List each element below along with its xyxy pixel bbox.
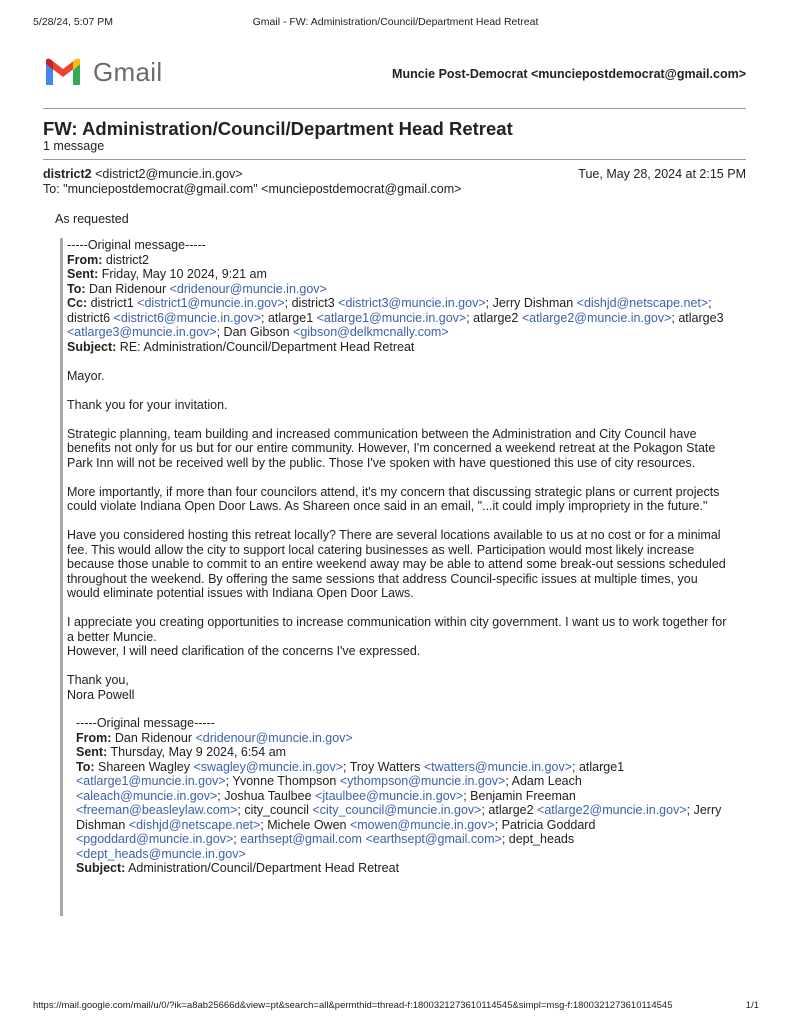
gmail-m-icon	[43, 58, 83, 88]
divider	[43, 159, 746, 160]
email-link[interactable]: <pgoddard@muncie.in.gov>	[76, 832, 234, 846]
gmail-wordmark: Gmail	[93, 57, 163, 87]
print-datetime: 5/28/24, 5:07 PM	[33, 16, 113, 28]
to-line	[76, 847, 748, 862]
from-line: From: Dan Ridenour <dridenour@muncie.in.gov>	[76, 730, 353, 745]
account-identity: Muncie Post-Democrat <munciepostdemocrat@gmail.com>	[392, 67, 746, 81]
signature: Nora Powell	[67, 687, 135, 702]
paragraph: Have you considered hosting this retreat locally? There are several locations available to us at no cost or for a minimal fee. This would allow the city to support local catering businesses as well. Participation would most likely increase because those unable to commit to an entire weekend away may be able to attend some break-out sessions scheduled throughout the weekend. By offering the same sessions that address Council-specific issues at multiple times, you would eliminate potential issues with Indiana Open Door Laws.	[67, 528, 726, 600]
email-link[interactable]: <swagley@muncie.in.gov>	[193, 759, 343, 774]
to-line: To: Dan Ridenour <dridenour@muncie.in.gov>	[67, 281, 327, 296]
email-link[interactable]: <freeman@beasleylaw.com>	[76, 803, 238, 817]
print-url: https://mail.google.com/mail/u/0/?ik=a8ab25666d&view=pt&search=all&permthid=thread-f:1800321273610114545&simpl=msg-f:1800321273610114545	[33, 1000, 673, 1011]
email-link[interactable]: <jtaulbee@muncie.in.gov>	[315, 788, 464, 803]
closing: Thank you,	[67, 673, 129, 687]
paragraph: More importantly, if more than four councilors attend, it's my concern that discussing strategic plans or current projects could violate Indiana Open Door Laws. As Shareen once said in an email, "...it could imply impropriety in the future."	[67, 484, 720, 513]
divider	[43, 108, 746, 109]
original-message-marker: -----Original message-----	[76, 716, 215, 730]
email-link[interactable]: <city_council@muncie.in.gov>	[312, 803, 482, 817]
sender	[43, 167, 243, 181]
page-number: 1/1	[745, 1000, 759, 1011]
to-line: Dishman <dishjd@netscape.net>; Michele Owen <mowen@muncie.in.gov>; Patricia Goddard	[76, 817, 596, 832]
greeting: Mayor.	[67, 368, 105, 383]
email-link[interactable]: <district3@muncie.in.gov>	[338, 296, 486, 310]
thread-subject: FW: Administration/Council/Department Head Retreat	[43, 118, 513, 139]
email-link[interactable]: <earthsept@gmail.com>	[365, 832, 502, 846]
quoted-message-2	[60, 716, 748, 916]
email-link[interactable]: <aleach@muncie.in.gov>	[76, 788, 218, 803]
email-link[interactable]: <atlarge1@muncie.in.gov>	[76, 774, 226, 788]
cc-line: <atlarge3@muncie.in.gov>; Dan Gibson <gibson@delkmcnally.com>	[67, 325, 449, 339]
email-link[interactable]: <atlarge2@muncie.in.gov>	[537, 803, 687, 817]
sender-email: <district2@muncie.in.gov>	[95, 167, 243, 181]
subject-line: Subject: Administration/Council/Department Head Retreat	[76, 861, 400, 875]
email-link[interactable]: <district1@muncie.in.gov>	[137, 296, 285, 310]
email-link[interactable]: <atlarge2@muncie.in.gov>	[521, 310, 672, 325]
cc-line: Cc: district1 <district1@muncie.in.gov>; district3 <district3@muncie.in.gov>; Jerry Dishman <dishjd@netscape.net>;	[67, 296, 712, 310]
cc-line: district6 <district6@muncie.in.gov>; atlarge1 <atlarge1@muncie.in.gov>; atlarge2 <atlarge2@muncie.in.gov>; atlarge3	[67, 310, 724, 325]
sender-name: district2	[43, 167, 92, 181]
paragraph: Strategic planning, team building and increased communication between the Administration and City Council have benefits not only for us but for our entire community. However, I'm concerned a weekend retreat at the Pokagon State Park Inn will not be received well by the public. Those I've spoken with have questioned this use of city resources.	[67, 426, 716, 470]
email-link[interactable]: <atlarge3@muncie.in.gov>	[67, 325, 217, 339]
email-link[interactable]: <gibson@delkmcnally.com>	[293, 325, 449, 339]
subject-line: Subject: RE: Administration/Council/Department Head Retreat	[67, 339, 415, 354]
sent-line: Sent: Thursday, May 9 2024, 6:54 am	[76, 745, 287, 759]
from-line: From: district2	[67, 252, 149, 267]
email-link[interactable]: <mowen@muncie.in.gov>	[349, 817, 495, 832]
email-link[interactable]: <dishjd@netscape.net>	[128, 817, 261, 832]
email-link[interactable]: <atlarge1@muncie.in.gov>	[316, 310, 467, 325]
message-intro: As requested	[55, 212, 129, 226]
to-line: <atlarge1@muncie.in.gov>; Yvonne Thompson <ythompson@muncie.in.gov>; Adam Leach	[76, 774, 582, 788]
email-link[interactable]: <dridenour@muncie.in.gov>	[195, 730, 353, 745]
to-line: <freeman@beasleylaw.com>; city_council <city_council@muncie.in.gov>; atlarge2 <atlarge2@muncie.in.gov>; Jerry	[76, 803, 722, 817]
sent-line: Sent: Friday, May 10 2024, 9:21 am	[67, 267, 267, 281]
to-line: <pgoddard@muncie.in.gov>; earthsept@gmail.com <earthsept@gmail.com>; dept_heads	[76, 832, 575, 846]
email-link[interactable]: <dishjd@netscape.net>	[576, 296, 709, 310]
email-link[interactable]: <dridenour@muncie.in.gov>	[169, 281, 327, 296]
message-count: 1 message	[43, 139, 105, 153]
email-link[interactable]: <district6@muncie.in.gov>	[113, 310, 262, 325]
email-link[interactable]: <twatters@muncie.in.gov>	[423, 759, 572, 774]
to-line: <aleach@muncie.in.gov>; Joshua Taulbee <jtaulbee@muncie.in.gov>; Benjamin Freeman	[76, 788, 576, 803]
original-message-marker: -----Original message-----	[67, 238, 206, 252]
message-date: Tue, May 28, 2024 at 2:15 PM	[578, 167, 746, 181]
paragraph: Thank you for your invitation.	[67, 397, 228, 412]
email-link[interactable]: <dept_heads@muncie.in.gov>	[76, 846, 246, 861]
email-link[interactable]: <ythompson@muncie.in.gov>	[339, 774, 506, 788]
gmail-logo	[43, 57, 162, 88]
to-line: To: Shareen Wagley <swagley@muncie.in.gov>; Troy Watters <twatters@muncie.in.gov>; atlarge1	[76, 759, 625, 774]
email-link[interactable]: earthsept@gmail.com	[240, 832, 362, 846]
print-title: Gmail - FW: Administration/Council/Department Head Retreat	[252, 16, 539, 28]
paragraph: I appreciate you creating opportunities to increase communication within city government. I want us to work together for a better Muncie. However, I will need clarification of the concerns I've expressed.	[67, 615, 727, 658]
recipient-line: To: "munciepostdemocrat@gmail.com" <munciepostdemocrat@gmail.com>	[43, 182, 462, 196]
